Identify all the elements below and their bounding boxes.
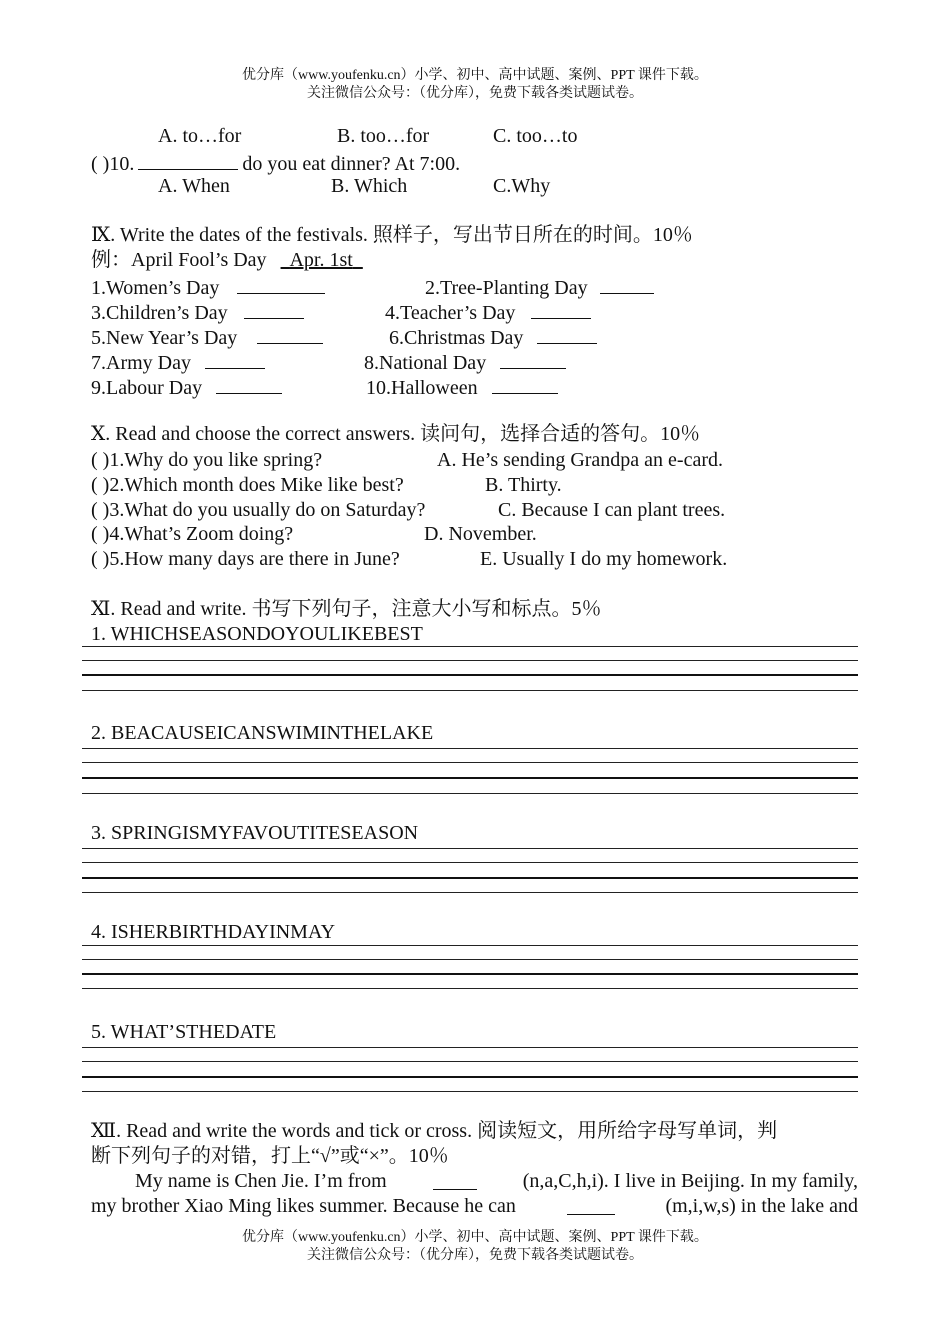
writing-baseline[interactable] [82, 1076, 858, 1078]
choice-answer: C. Because I can plant trees. [498, 499, 726, 521]
sec9-title: Ⅸ. Write the dates of the festivals. 照样子，写出节日所在的时间。10％ [91, 224, 693, 246]
festival-answer-blank[interactable] [237, 273, 325, 294]
word-blank-swim[interactable] [567, 1194, 615, 1215]
q10-option-a: A. When [158, 175, 230, 197]
festival-item [366, 373, 562, 401]
sec9-example-answer: Apr. 1st [289, 249, 353, 271]
passage-text: (n,a,C,h,i). I live in Beijing. In my family, [522, 1170, 858, 1192]
festival-answer-blank[interactable] [244, 298, 304, 319]
festival-answer-blank[interactable] [257, 323, 323, 344]
writing-baseline[interactable] [82, 973, 858, 975]
q10-paren: ( )10. [91, 153, 135, 175]
writing-line [82, 748, 858, 749]
q10-option-c: C.Why [493, 175, 551, 197]
q10-answer-blank[interactable] [138, 149, 238, 170]
q9-option-a: A. to…for [158, 125, 242, 147]
writing-line [82, 892, 858, 893]
writing-baseline[interactable] [82, 877, 858, 879]
passage-line-1 [135, 1169, 858, 1194]
writing-line [82, 959, 858, 960]
writing-line [82, 762, 858, 763]
festival-label: 4.Teacher’s Day [385, 302, 516, 324]
choice-question: ( )4.What’s Zoom doing? [91, 523, 294, 545]
festival-item [91, 373, 286, 401]
choice-question: ( )2.Which month does Mike like best? [91, 474, 404, 496]
festival-answer-blank[interactable] [500, 348, 566, 369]
festival-label: 5.New Year’s Day [91, 327, 238, 349]
rewrite-prompt: 1. WHICHSEASONDOYOULIKEBEST [91, 623, 423, 645]
choice-question: ( )3.What do you usually do on Saturday? [91, 499, 426, 521]
festival-item [389, 323, 601, 351]
q10-option-b: B. Which [331, 175, 408, 197]
writing-line [82, 988, 858, 989]
rewrite-prompt: 2. BEACAUSEICANSWIMINTHELAKE [91, 722, 434, 744]
choice-answer: D. November. [424, 523, 537, 545]
festival-answer-blank[interactable] [492, 373, 558, 394]
passage-text: My name is Chen Jie. I’m from [135, 1170, 387, 1192]
rewrite-prompt: 4. ISHERBIRTHDAYINMAY [91, 921, 336, 943]
rewrite-prompt: 5. WHAT’STHEDATE [91, 1021, 277, 1043]
festival-item [425, 273, 658, 301]
festival-answer-blank[interactable] [537, 323, 597, 344]
page-header [0, 67, 950, 103]
choice-question: ( )1.Why do you like spring? [91, 449, 323, 471]
writing-line [82, 660, 858, 661]
writing-line [82, 862, 858, 863]
passage-text: my brother Xiao Ming likes summer. Because he can [91, 1195, 516, 1217]
writing-line [82, 1061, 858, 1062]
festival-answer-blank[interactable] [216, 373, 282, 394]
festival-answer-blank[interactable] [205, 348, 265, 369]
choice-answer: B. Thirty. [485, 474, 562, 496]
header-line-2: 关注微信公众号：（优分库），免费下载各类试题试卷。 [307, 86, 643, 101]
writing-line [82, 945, 858, 946]
festival-label: 6.Christmas Day [389, 327, 524, 349]
word-blank-china[interactable] [433, 1169, 477, 1190]
choice-answer: E. Usually I do my homework. [480, 548, 728, 570]
festival-label: 3.Children’s Day [91, 302, 228, 324]
header-line-1: 优分库（www.youfenku.cn）小学、初中、高中试题、案例、PPT 课件下载。 [242, 68, 708, 83]
sec12-title-line-1: Ⅻ. Read and write the words and tick or cross. 阅读短文，用所给字母写单词，判 [91, 1120, 778, 1142]
footer-line-1: 优分库（www.youfenku.cn）小学、初中、高中试题、案例、PPT 课件下载。 [242, 1230, 708, 1245]
festival-label: 8.National Day [364, 352, 487, 374]
rewrite-prompt: 3. SPRINGISMYFAVOUTITESEASON [91, 822, 419, 844]
festival-item [91, 273, 329, 301]
festival-item [91, 348, 269, 376]
festival-label: 7.Army Day [91, 352, 191, 374]
q9-option-b: B. too…for [337, 125, 430, 147]
choice-answer: A. He’s sending Grandpa an e-card. [437, 449, 724, 471]
passage-line-2 [91, 1194, 858, 1219]
q9-option-c: C. too…to [493, 125, 578, 147]
festival-answer-blank[interactable] [531, 298, 591, 319]
festival-label: 9.Labour Day [91, 377, 203, 399]
festival-item [385, 298, 595, 326]
q10-tail: do you eat dinner? At 7:00. [242, 153, 461, 175]
festival-item [91, 323, 327, 351]
festival-label: 1.Women’s Day [91, 277, 220, 299]
festival-label: 2.Tree-Planting Day [425, 277, 588, 299]
sec11-title: Ⅺ. Read and write. 书写下列句子，注意大小写和标点。5％ [91, 598, 602, 620]
festival-item [91, 298, 308, 326]
footer-line-2: 关注微信公众号：（优分库），免费下载各类试题试卷。 [307, 1248, 643, 1263]
festival-label: 10.Halloween [366, 377, 478, 399]
writing-line [82, 1091, 858, 1092]
writing-line [82, 690, 858, 691]
page-footer [0, 1229, 950, 1265]
sec10-title: Ⅹ. Read and choose the correct answers. 读问句，选择合适的答句。10％ [91, 423, 701, 445]
passage-text: (m,i,w,s) in the lake and [665, 1195, 858, 1217]
festival-item [364, 348, 570, 376]
sec12-title-line-2: 断下列句子的对错，打上“√”或“×”。10％ [91, 1145, 449, 1167]
writing-line [82, 793, 858, 794]
writing-baseline[interactable] [82, 674, 858, 676]
writing-line [82, 848, 858, 849]
sec12-instructions [91, 1119, 858, 1169]
writing-baseline[interactable] [82, 777, 858, 779]
writing-line [82, 646, 858, 647]
choice-question: ( )5.How many days are there in June? [91, 548, 400, 570]
sec9-example-label: 例：April Fool’s Day [91, 249, 267, 271]
writing-line [82, 1047, 858, 1048]
q10-question [91, 149, 460, 177]
sec9-example [91, 248, 363, 273]
festival-answer-blank[interactable] [600, 273, 654, 294]
